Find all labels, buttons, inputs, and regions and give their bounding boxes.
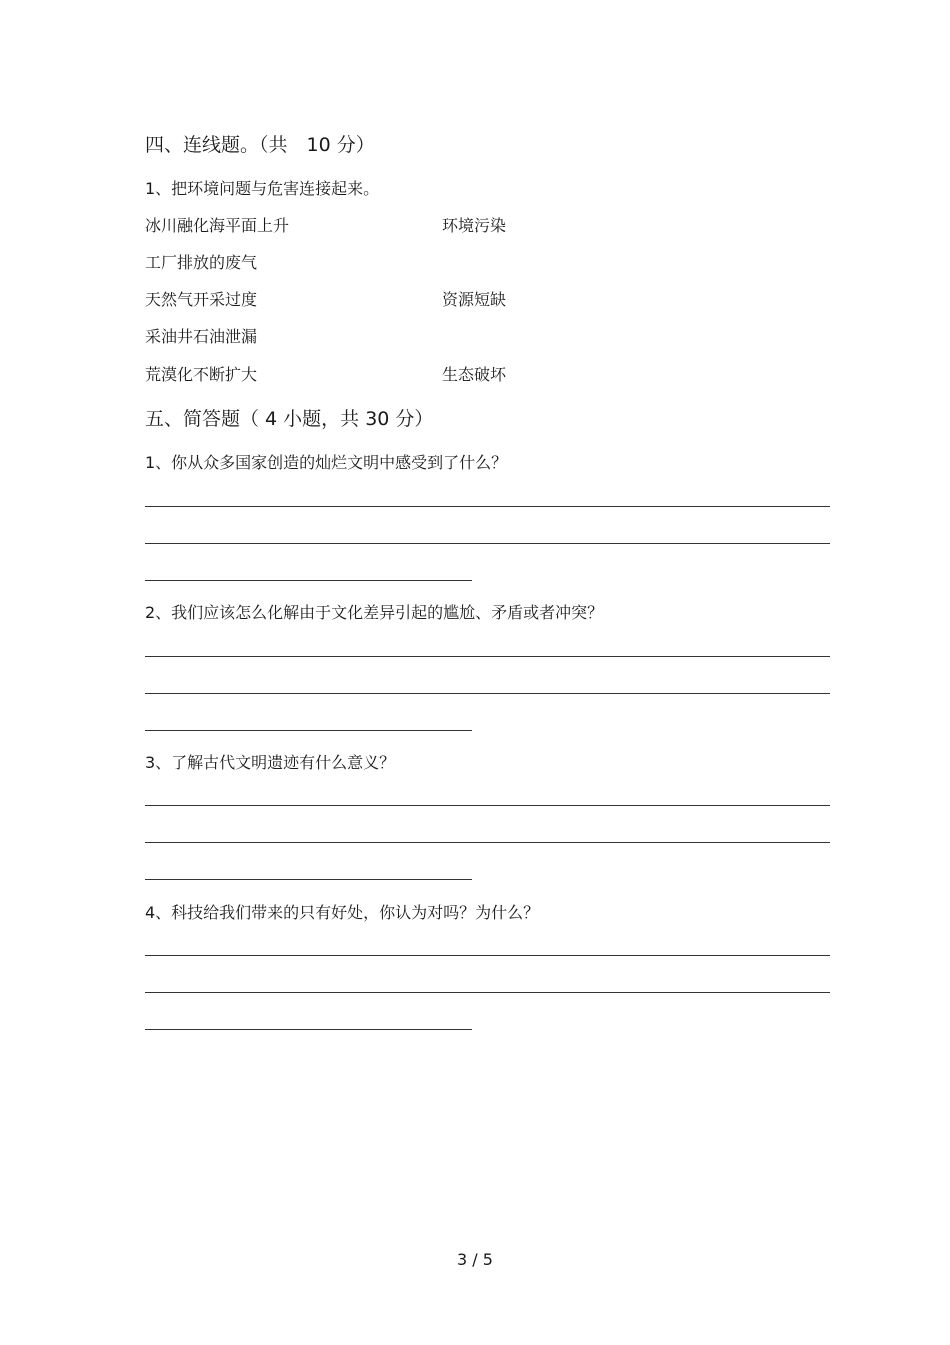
question-1: 1、你从众多国家创造的灿烂文明中感受到了什么？ bbox=[145, 453, 508, 472]
question-4: 4、科技给我们带来的只有好处，你认为对吗？为什么？ bbox=[145, 903, 540, 922]
answer-line bbox=[145, 879, 472, 880]
question-3: 3、了解古代文明遗迹有什么意义？ bbox=[145, 753, 396, 772]
answer-line bbox=[145, 992, 830, 993]
right-item-3: 生态破坏 bbox=[442, 365, 507, 384]
answer-line bbox=[145, 506, 830, 507]
answer-line bbox=[145, 1029, 472, 1030]
section4-title: 四、连线题。（共 10 分） bbox=[145, 134, 375, 156]
left-item-4: 采油井石油泄漏 bbox=[145, 327, 258, 346]
answer-line bbox=[145, 955, 830, 956]
left-item-2: 工厂排放的废气 bbox=[145, 253, 258, 272]
answer-line bbox=[145, 842, 830, 843]
page-number: 3 / 5 bbox=[457, 1250, 493, 1269]
right-item-2: 资源短缺 bbox=[442, 290, 507, 309]
section5-title: 五、简答题（ 4 小题，共 30 分） bbox=[145, 408, 434, 430]
answer-line bbox=[145, 656, 830, 657]
left-item-3: 天然气开采过度 bbox=[145, 290, 258, 309]
left-item-5: 荒漠化不断扩大 bbox=[145, 365, 258, 384]
answer-line bbox=[145, 730, 472, 731]
left-item-1: 冰川融化海平面上升 bbox=[145, 216, 290, 235]
answer-line bbox=[145, 543, 830, 544]
question-2: 2、我们应该怎么化解由于文化差异引起的尴尬、矛盾或者冲突？ bbox=[145, 603, 604, 622]
answer-line bbox=[145, 580, 472, 581]
right-item-1: 环境污染 bbox=[442, 216, 507, 235]
answer-line bbox=[145, 805, 830, 806]
section4-q1: 1、把环境问题与危害连接起来。 bbox=[145, 179, 380, 198]
answer-line bbox=[145, 693, 830, 694]
